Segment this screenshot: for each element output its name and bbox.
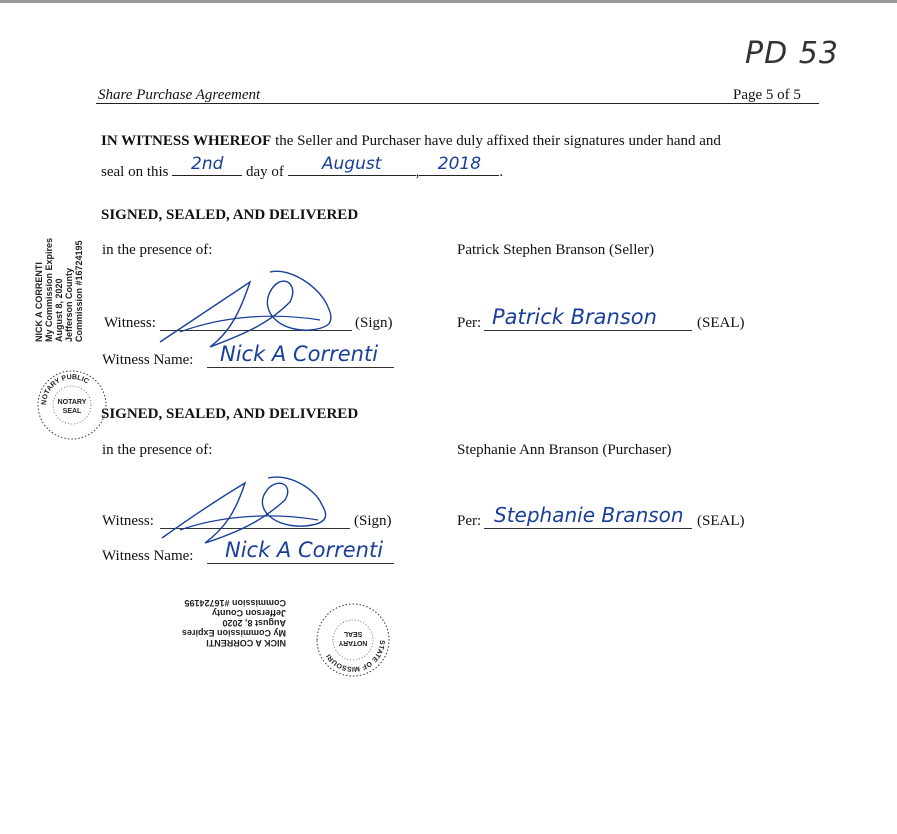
block2-witness-label: Witness: [102, 513, 154, 529]
block1-witness-name-value: Nick A Correnti [220, 342, 379, 366]
block1-per-label: Per: [457, 315, 482, 331]
page-number: Page 5 of 5 [733, 87, 801, 103]
block2-seal-label: (SEAL) [697, 513, 745, 529]
seal-left-center1: NOTARY [57, 399, 87, 406]
day-value: 2nd [191, 154, 224, 174]
block1-witness-signature [150, 262, 370, 372]
notary-expiry-2: August 8, 2020 [222, 618, 287, 628]
page-top-border [0, 0, 897, 3]
notary-number: Commission #16724195 [74, 240, 84, 342]
year-field [419, 154, 499, 176]
block1-presence: in the presence of: [102, 242, 213, 258]
block1-witness-name-label: Witness Name: [102, 352, 194, 368]
block2-witness-name-value: Nick A Correnti [225, 538, 384, 562]
witness-clause-text: the Seller and Purchaser have duly affixed their signatures under hand and [271, 133, 721, 149]
notary-stamp-left [34, 238, 84, 342]
clause-period: . [499, 164, 504, 180]
notary-seal-bottom [314, 596, 392, 679]
page-mark-handwritten: PD 53 [745, 36, 839, 71]
notary-seal-left [35, 368, 109, 447]
day-of-text: day of [246, 164, 284, 180]
block2-presence: in the presence of: [102, 442, 213, 458]
month-value: August [321, 154, 382, 174]
notary-commission-line: My Commission Expires [44, 237, 54, 342]
witness-clause-line2: seal on this 2nd day of August , 2018 . [101, 154, 504, 180]
notary-commission-line-2: My Commission Expires [182, 628, 287, 638]
block1-sign-label: (Sign) [355, 315, 393, 331]
block1-witness-label: Witness: [104, 315, 156, 331]
notary-county-2: Jefferson County [212, 608, 287, 618]
block2-witness-name-label: Witness Name: [102, 548, 194, 564]
block2-party-signature: Stephanie Branson [494, 503, 684, 527]
notary-name: NICK A CORRENTI [34, 262, 44, 342]
block1-party-sign-line [484, 330, 692, 331]
block1-party-name: Patrick Stephen Branson (Seller) [457, 242, 655, 258]
block2-per-label: Per: [457, 513, 482, 529]
block2-witness-signature [150, 468, 370, 568]
notary-stamp-bottom [182, 598, 286, 648]
seal-bottom-center1: NOTARY [338, 639, 368, 646]
block1-seal-label: (SEAL) [697, 315, 745, 331]
block2-party-name: Stephanie Ann Branson (Purchaser) [457, 442, 672, 458]
notary-name-2: NICK A CORRENTI [206, 638, 287, 648]
witness-clause-line1 [101, 131, 821, 151]
month-field [288, 154, 416, 176]
document-title: Share Purchase Agreement [98, 87, 261, 103]
notary-number-2: Commission #16724195 [184, 598, 287, 608]
seal-left-center2: SEAL [62, 408, 82, 415]
seal-left-top-text: NOTARY PUBLIC [40, 373, 90, 406]
notary-expiry: August 8, 2020 [54, 278, 64, 342]
block1-heading: SIGNED, SEALED, AND DELIVERED [101, 207, 359, 223]
year-value: 2018 [437, 154, 482, 174]
block2-heading: SIGNED, SEALED, AND DELIVERED [101, 406, 359, 422]
header-rule [96, 103, 819, 104]
block2-party-sign-line [484, 528, 692, 529]
seal-on-this-text: seal on this [101, 164, 169, 180]
seal-bottom-center2: SEAL [343, 630, 363, 637]
block1-party-signature: Patrick Branson [492, 305, 657, 329]
day-field [172, 154, 242, 176]
block2-sign-label: (Sign) [354, 513, 392, 529]
witness-clause-bold: IN WITNESS WHEREOF [101, 133, 272, 149]
seal-bottom-arc-text: STATE OF MISSOURI [325, 639, 386, 673]
notary-county: Jefferson County [64, 267, 74, 342]
